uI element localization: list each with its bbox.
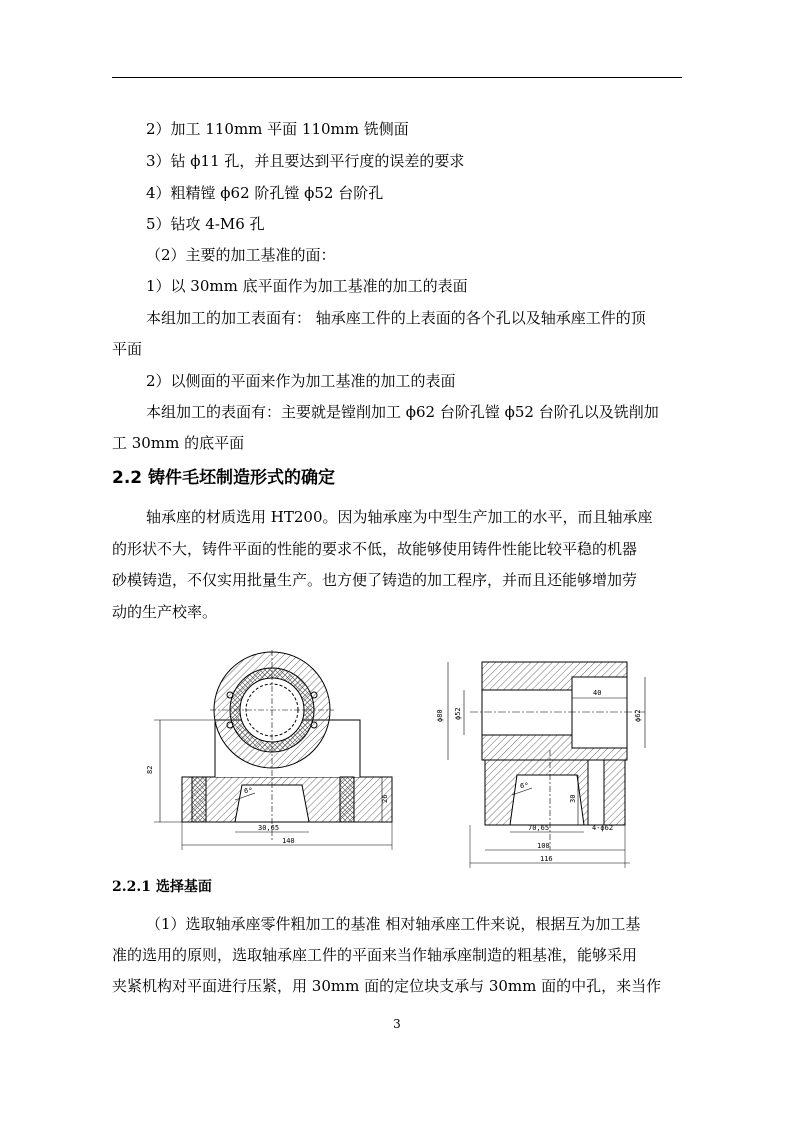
paragraph-line: 轴承座的材质选用 HT200。因为轴承座为中型生产加工的水平，而且轴承座 [146, 508, 653, 526]
paragraph-line: 砂模铸造，不仅实用批量生产。也方便了铸造的加工程序，并而且还能够增加劳 [112, 571, 638, 589]
list-item: 5）钻攻 4-M6 孔 [146, 215, 265, 233]
right-step-dim: 40 [593, 689, 602, 697]
paragraph-line: 本组加工的加工表面有： 轴承座工件的上表面的各个孔以及轴承座工件的顶 [146, 309, 646, 327]
page-number: 3 [393, 1017, 401, 1031]
list-item: 4）粗精镗 ϕ62 阶孔镗 ϕ52 台阶孔 [146, 184, 384, 202]
subsection-heading: 2.2.1 选择基面 [112, 879, 212, 895]
right-angle-label: 6° [520, 782, 529, 790]
list-item: 2）加工 110mm 平面 110mm 铣侧面 [146, 120, 409, 138]
paragraph-line: 动的生产校率。 [112, 603, 218, 621]
right-dia-small: ϕ62 [634, 709, 642, 722]
section-heading: 2.2 铸件毛坯制造形式的确定 [112, 468, 336, 488]
right-dia-inner: ϕ52 [454, 707, 462, 720]
front-view [154, 650, 392, 850]
left-height-dim: 82 [146, 765, 154, 774]
paragraph-line: 的形状不大，铸件平面的性能的要求不低，故能够使用铸件性能比较平稳的机器 [112, 540, 638, 558]
paragraph-line: （1）选取轴承座零件粗加工的基准 相对轴承座工件来说，根据互为加工基 [146, 915, 641, 933]
technical-drawing [140, 650, 650, 870]
right-height-dim: 30 [569, 794, 577, 803]
right-side-dim: 4-ϕ62 [592, 824, 614, 832]
list-item: 3）钻 ϕ11 孔，并且要达到平行度的误差的要求 [146, 152, 465, 170]
side-section-view [448, 662, 645, 868]
header-rule [112, 77, 682, 78]
paragraph-line: 本组加工的表面有：主要就是镗削加工 ϕ62 台阶孔镗 ϕ52 台阶孔以及铣削加 [146, 403, 659, 421]
left-base-height-dim: 26 [381, 794, 389, 803]
list-item: 1）以 30mm 底平面作为加工基准的加工的表面 [146, 277, 468, 295]
paragraph-line: 夹紧机构对平面进行压紧，用 30mm 面的定位块支承与 30mm 面的中孔，来当作 [112, 977, 662, 995]
left-total-width-dim: 140 [282, 837, 295, 845]
list-item: （2）主要的加工基准的面： [146, 246, 336, 264]
right-inner-width-dim: 70,65 [528, 824, 550, 832]
paragraph-line: 工 30mm 的底平面 [112, 434, 245, 452]
list-item: 2）以侧面的平面来作为加工基准的加工的表面 [146, 372, 456, 390]
left-angle-label: 6° [244, 787, 253, 795]
right-dia-outer: ϕ80 [436, 709, 444, 722]
right-width-dim: 100 [537, 842, 550, 850]
right-total-dim: 116 [540, 855, 553, 863]
paragraph-line: 平面 [112, 340, 143, 358]
left-inner-width-dim: 30,65 [258, 824, 280, 832]
paragraph-line: 准的选用的原则，选取轴承座工件的平面来当作轴承座制造的粗基准，能够采用 [112, 946, 638, 964]
